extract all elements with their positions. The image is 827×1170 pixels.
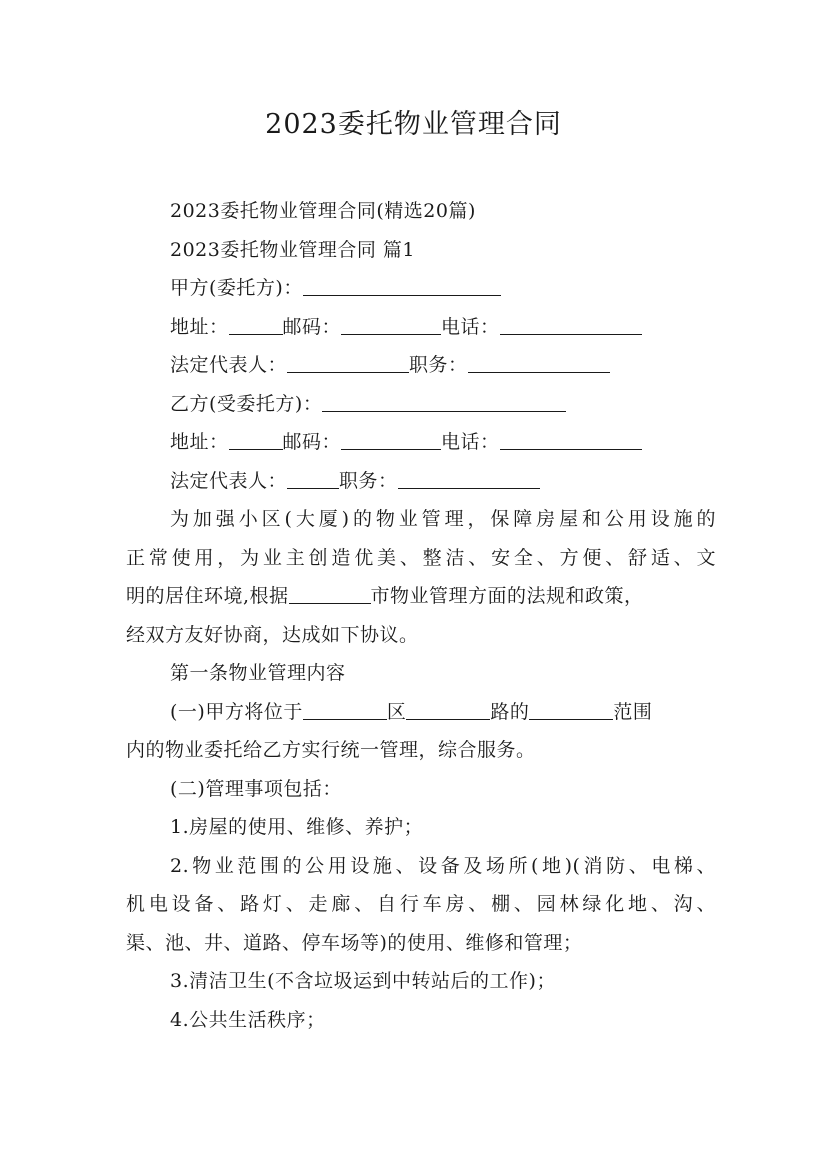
clause-line: 4.公共生活秩序； [170,1008,326,1031]
rep-blank[interactable] [287,468,339,489]
clause-line: 2.物业范围的公用设施、设备及场所(地)(消防、电梯、 [170,854,716,877]
phone-blank[interactable] [500,429,642,450]
address-blank[interactable] [229,429,283,450]
phone-blank[interactable] [500,314,642,335]
clause-line: 机电设备、路灯、走廊、自行车房、棚、园林绿化地、沟、 [126,893,716,915]
party-b-address-line: 地址： 邮码： 电话： [126,427,716,466]
section-heading: 2023委托物业管理合同 篇1 [170,238,415,261]
address-blank[interactable] [229,314,283,335]
party-a-rep-line: 法定代表人： 职务： [126,350,716,389]
clause-line: 内的物业委托给乙方实行统一管理，综合服务。 [126,739,536,761]
party-b-line: 乙方(受委托方)： [126,389,716,428]
clause-line: 3.清洁卫生(不含垃圾运到中转站后的工作)； [170,970,556,992]
party-a-address-line: 地址： 邮码： 电话： [126,312,716,351]
subtitle-line: 2023委托物业管理合同(精选20篇) [170,200,476,222]
road-blank[interactable] [406,699,490,720]
paragraph-line: 明的居住环境,根据 市物业管理方面的法规和政策， [126,585,644,607]
party-a-blank[interactable] [303,275,501,296]
position-blank[interactable] [398,468,540,489]
clause-line: (一)甲方将位于 区 路的 范围 [170,700,653,723]
party-a-line: 甲方(委托方)： [126,273,716,312]
district-blank[interactable] [303,699,387,720]
rep-blank[interactable] [287,352,409,373]
paragraph-line: 经双方友好协商，达成如下协议。 [126,623,419,646]
party-b-rep-line: 法定代表人： 职务： [126,466,716,505]
clause-line: (二)管理事项包括： [170,777,342,800]
document-body [126,196,716,1043]
postcode-blank[interactable] [341,429,441,450]
paragraph-line: 正常使用，为业主创造优美、整洁、安全、方便、舒适、文 [126,546,716,569]
party-b-blank[interactable] [322,391,566,412]
clause-line: 渠、池、井、道路、停车场等)的使用、维修和管理； [126,931,583,954]
postcode-blank[interactable] [341,314,441,335]
scope-blank[interactable] [529,699,613,720]
document-title: 2023委托物业管理合同 [265,109,562,140]
paragraph-line: 为加强小区(大厦)的物业管理，保障房屋和公用设施的 [170,508,716,530]
city-blank[interactable] [289,583,371,604]
position-blank[interactable] [468,352,610,373]
clause-line: 1.房屋的使用、维修、养护； [170,816,424,838]
article-heading: 第一条物业管理内容 [170,662,346,684]
